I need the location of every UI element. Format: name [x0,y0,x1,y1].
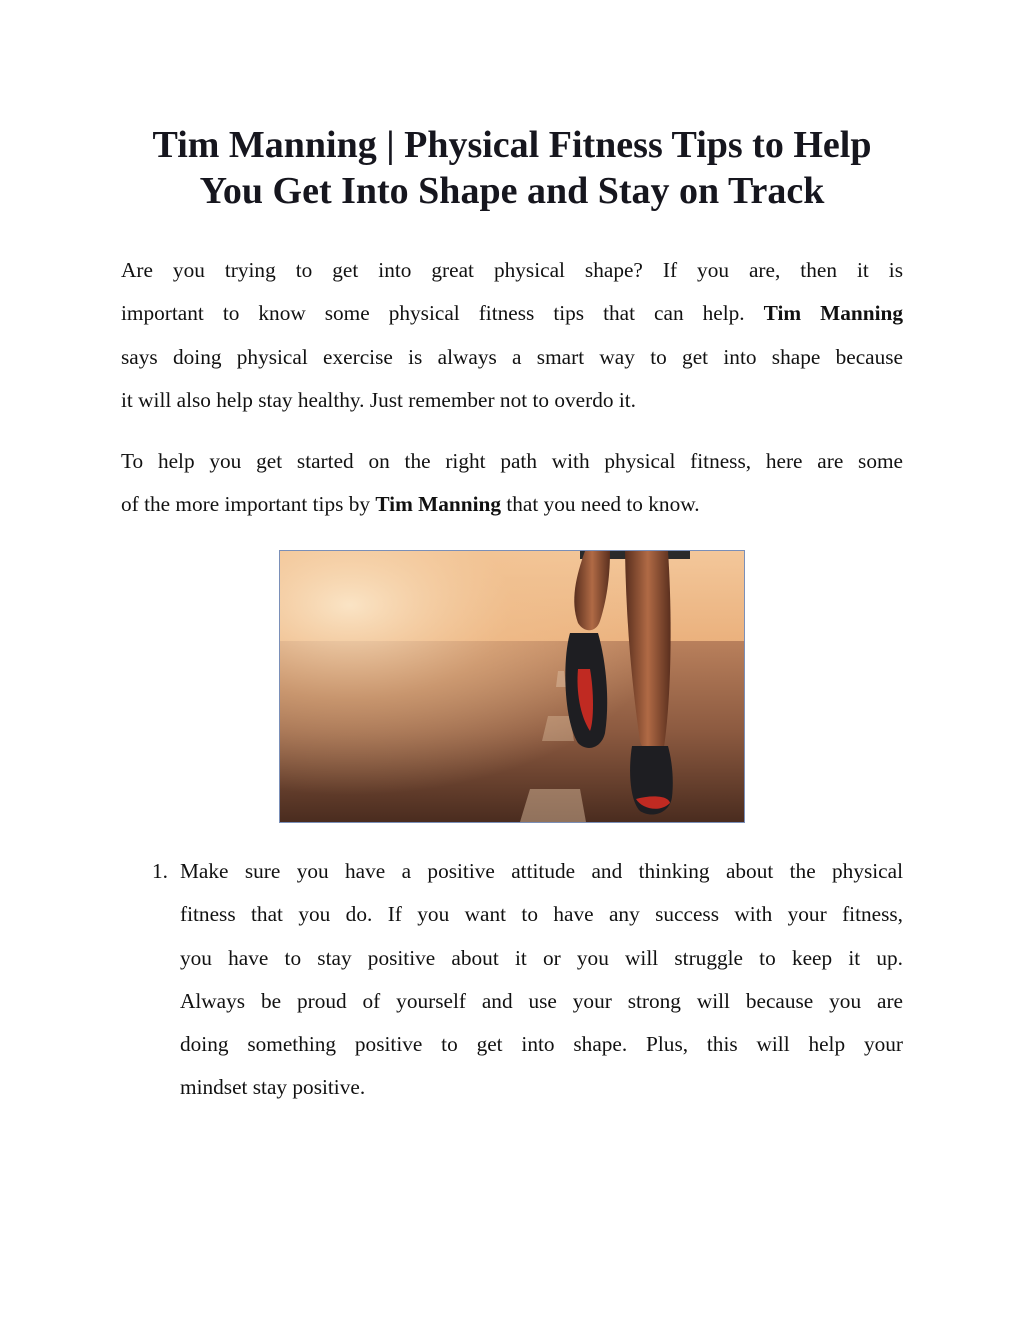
intro-paragraph [121,249,903,422]
page-title [100,122,924,214]
intro-line-4: it will also help stay healthy. Just remember not to overdo it. [121,387,636,412]
list-item-line-5: doing something positive to get into shape. Plus, this will help your [180,1032,903,1057]
lead-in-paragraph [121,440,903,527]
list-item [180,850,903,1110]
runner-photo [279,550,745,823]
list-item-line-2: fitness that you do. If you want to have any success with your fitness, [180,902,903,927]
list-item-line-3: you have to stay positive about it or you will struggle to keep it up. [180,945,903,970]
list-item-line-6: mindset stay positive. [180,1075,366,1100]
author-name-bold-2: Tim Manning [375,492,501,517]
intro-line-3: says doing physical exercise is always a smart way to get into shape because [121,344,903,369]
runner-legs-photo-icon [280,551,744,822]
author-name-bold: Tim Manning [763,301,903,326]
intro-line-1: Are you trying to get into great physical shape? If you are, then it is [121,258,903,282]
title-line-2: You Get Into Shape and Stay on Track [199,170,825,212]
list-item-line-4: Always be proud of yourself and use your strong will because you are [180,988,903,1013]
list-item-line-1: Make sure you have a positive attitude and thinking about the physical [180,859,903,883]
intro-line-2-text: important to know some physical fitness tips that can help. [121,301,745,326]
lead-in-line-1: To help you get started on the right path with physical fitness, here are some [121,449,903,473]
lead-in-line-2 [121,483,903,526]
list-item-number: 1. [152,859,168,883]
title-line-1: Tim Manning | Physical Fitness Tips to Help [152,124,872,166]
lead-in-line-2-pre: of the more important tips by [121,492,371,517]
intro-line-2 [121,292,903,335]
lead-in-line-2-post: that you need to know. [506,492,700,517]
